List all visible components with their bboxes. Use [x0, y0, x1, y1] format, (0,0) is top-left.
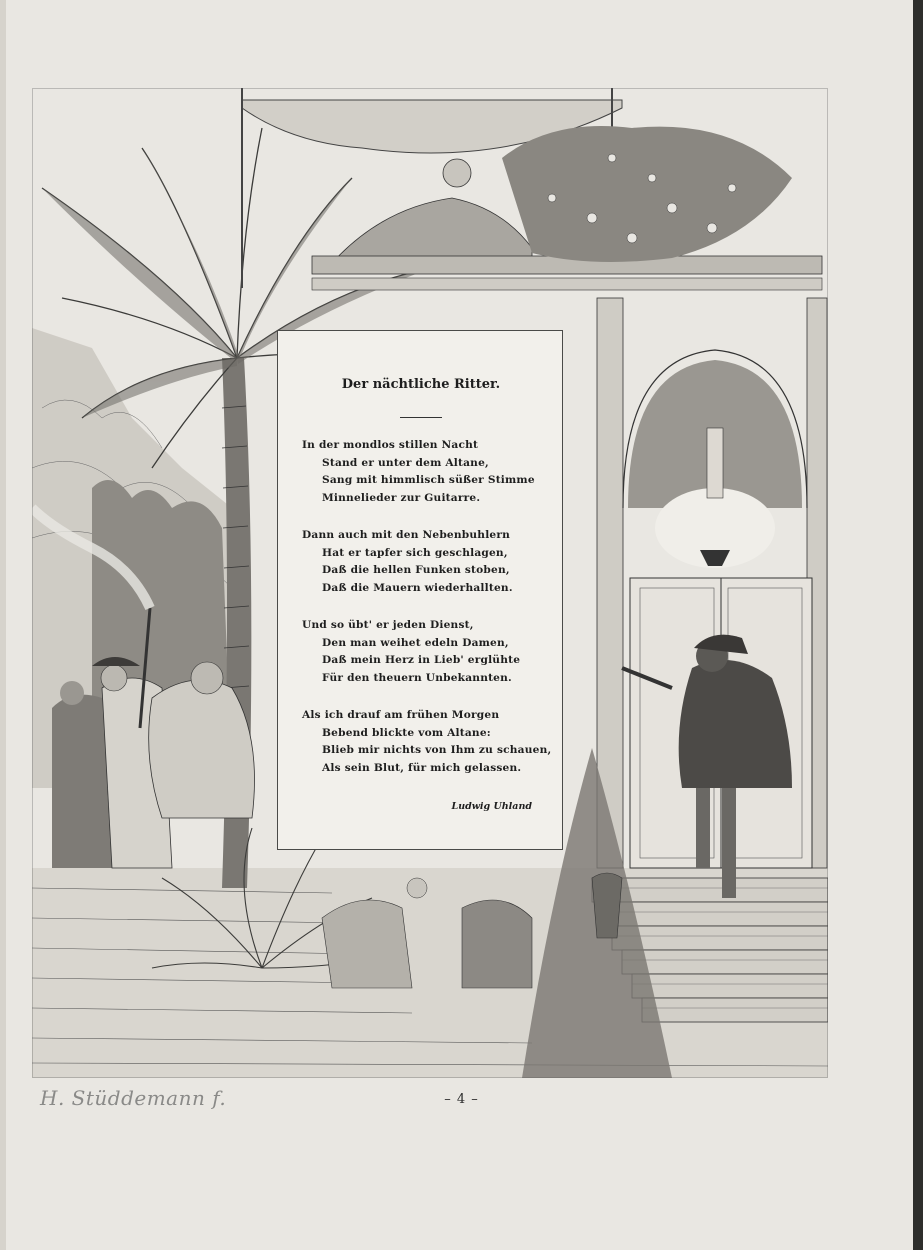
poem-line: Bebend blickte vom Altane: — [322, 726, 491, 739]
poem-line: Den man weihet edeln Damen, — [322, 636, 509, 649]
poem-line: Dann auch mit den Nebenbuhlern — [302, 529, 511, 541]
poem-panel — [277, 330, 563, 850]
poem-line: Minnelieder zur Guitarre. — [322, 491, 481, 504]
poem-line: Sang mit himmlisch süßer Stimme — [322, 474, 535, 486]
poem-line: Und so übt' er jeden Dienst, — [302, 619, 474, 631]
stanza-2 — [302, 527, 552, 597]
page-number: – 4 – — [444, 1092, 479, 1107]
title-divider — [400, 417, 442, 418]
poem-line: Stand er unter dem Altane, — [322, 456, 489, 469]
poem-author: Ludwig Uhland — [451, 801, 532, 812]
poem-line: Daß die Mauern wiederhallten. — [322, 581, 513, 594]
artist-signature: H. Stüddemann f. — [40, 1086, 227, 1110]
stanza-1 — [302, 437, 552, 507]
poem-line: Daß mein Herz in Lieb' erglühte — [322, 654, 521, 666]
page-edge-right — [913, 0, 923, 1250]
poem-line: Als sein Blut, für mich gelassen. — [322, 761, 522, 774]
poem-line: Daß die hellen Funken stoben, — [322, 564, 510, 576]
stanza-3 — [302, 617, 552, 687]
poem-line: Blieb mir nichts von Ihm zu schauen, — [322, 744, 552, 756]
stanza-4 — [302, 707, 552, 777]
page-edge-left — [0, 0, 6, 1250]
poem-line: Hat er tapfer sich geschlagen, — [322, 546, 508, 559]
poem-line: Für den theuern Unbekannten. — [322, 671, 512, 684]
poem-line: In der mondlos stillen Nacht — [302, 439, 479, 451]
poem-line: Als ich drauf am frühen Morgen — [302, 709, 500, 721]
poem-title: Der nächtliche Ritter. — [341, 377, 501, 392]
